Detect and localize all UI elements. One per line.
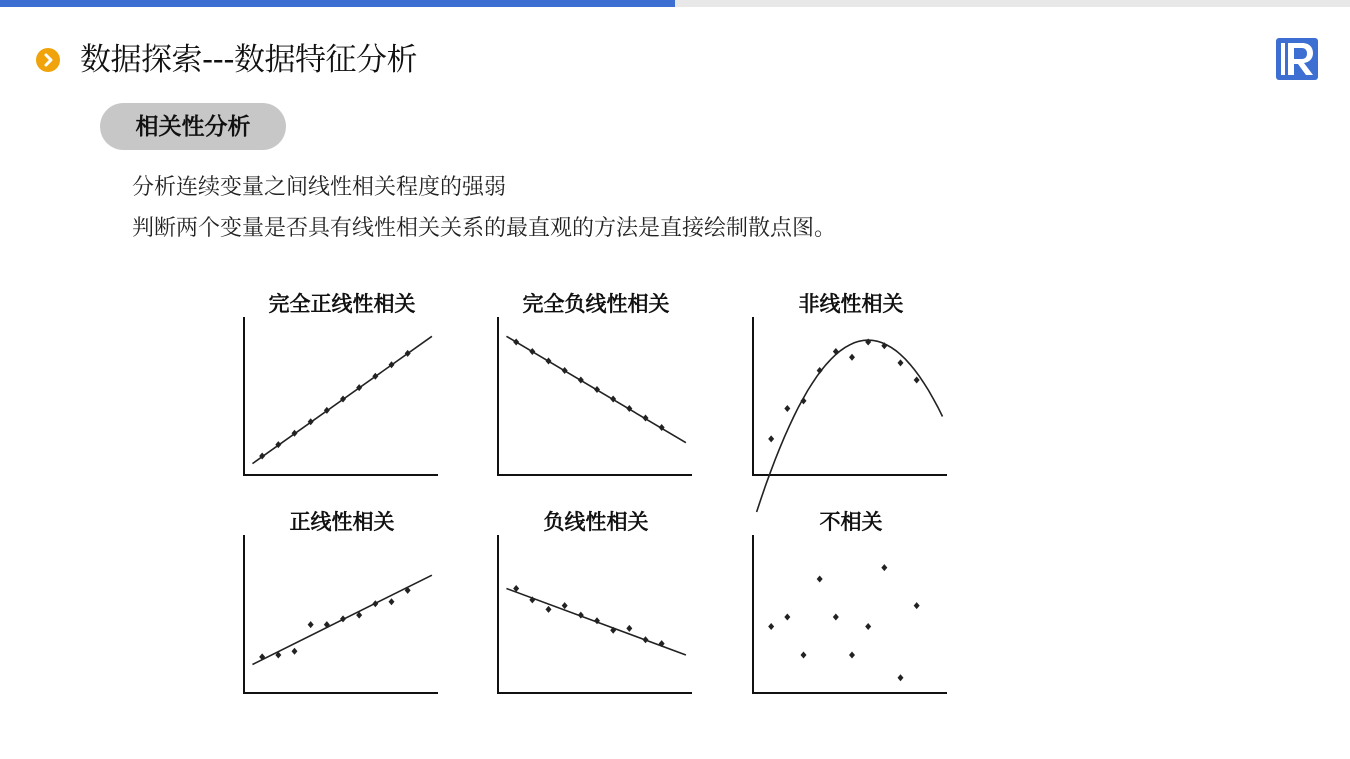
data-point <box>898 359 904 366</box>
data-point <box>881 564 887 571</box>
scatter-panel <box>498 510 692 693</box>
scatter-panel <box>753 510 947 693</box>
axes <box>753 317 947 475</box>
data-point <box>914 377 920 384</box>
scatter-panel <box>498 292 692 475</box>
axes <box>753 535 947 693</box>
data-point <box>898 674 904 681</box>
axes <box>498 317 692 475</box>
data-point <box>292 648 298 655</box>
chart-title: 完全正线性相关 <box>268 292 416 316</box>
description-line-1: 分析连续变量之间线性相关程度的强弱 <box>132 175 507 200</box>
data-point <box>784 614 790 621</box>
chart-title: 非线性相关 <box>798 292 904 316</box>
chevron-right-circle-icon <box>36 48 60 72</box>
data-point <box>865 623 871 630</box>
scatter-panel <box>753 292 947 512</box>
top-track-bar <box>675 0 1350 7</box>
chart-title: 完全负线性相关 <box>522 292 670 316</box>
fit-curve <box>757 340 943 512</box>
data-point <box>768 435 774 442</box>
description-line-2: 判断两个变量是否具有线性相关关系的最直观的方法是直接绘制散点图。 <box>132 216 837 241</box>
axes <box>244 535 438 693</box>
data-point <box>849 652 855 659</box>
data-point <box>308 621 314 628</box>
data-point <box>768 623 774 630</box>
data-point <box>914 602 920 609</box>
data-point <box>849 354 855 361</box>
data-point <box>372 600 378 607</box>
data-point <box>626 625 632 632</box>
data-point <box>817 367 823 374</box>
data-point <box>389 598 395 605</box>
data-point <box>529 348 535 355</box>
chart-title: 不相关 <box>819 510 883 534</box>
chart-title: 负线性相关 <box>543 510 649 534</box>
top-accent-bar <box>0 0 675 7</box>
chart-title: 正线性相关 <box>289 510 395 534</box>
data-point <box>546 606 552 613</box>
data-point <box>643 636 649 643</box>
section-pill-label: 相关性分析 <box>135 113 251 140</box>
data-point <box>833 614 839 621</box>
data-point <box>801 652 807 659</box>
scatter-panel <box>244 292 438 475</box>
data-point <box>513 339 519 346</box>
section-pill <box>100 103 286 150</box>
data-point <box>784 405 790 412</box>
axes <box>498 535 692 693</box>
data-point <box>562 602 568 609</box>
data-point <box>546 358 552 365</box>
scatter-panel <box>244 510 438 693</box>
logo-icon <box>1276 38 1318 80</box>
axes <box>244 317 438 475</box>
data-point <box>817 576 823 583</box>
data-point <box>833 348 839 355</box>
page-title: 数据探索---数据特征分析 <box>80 42 418 78</box>
correlation-scatter-figure <box>230 285 970 705</box>
